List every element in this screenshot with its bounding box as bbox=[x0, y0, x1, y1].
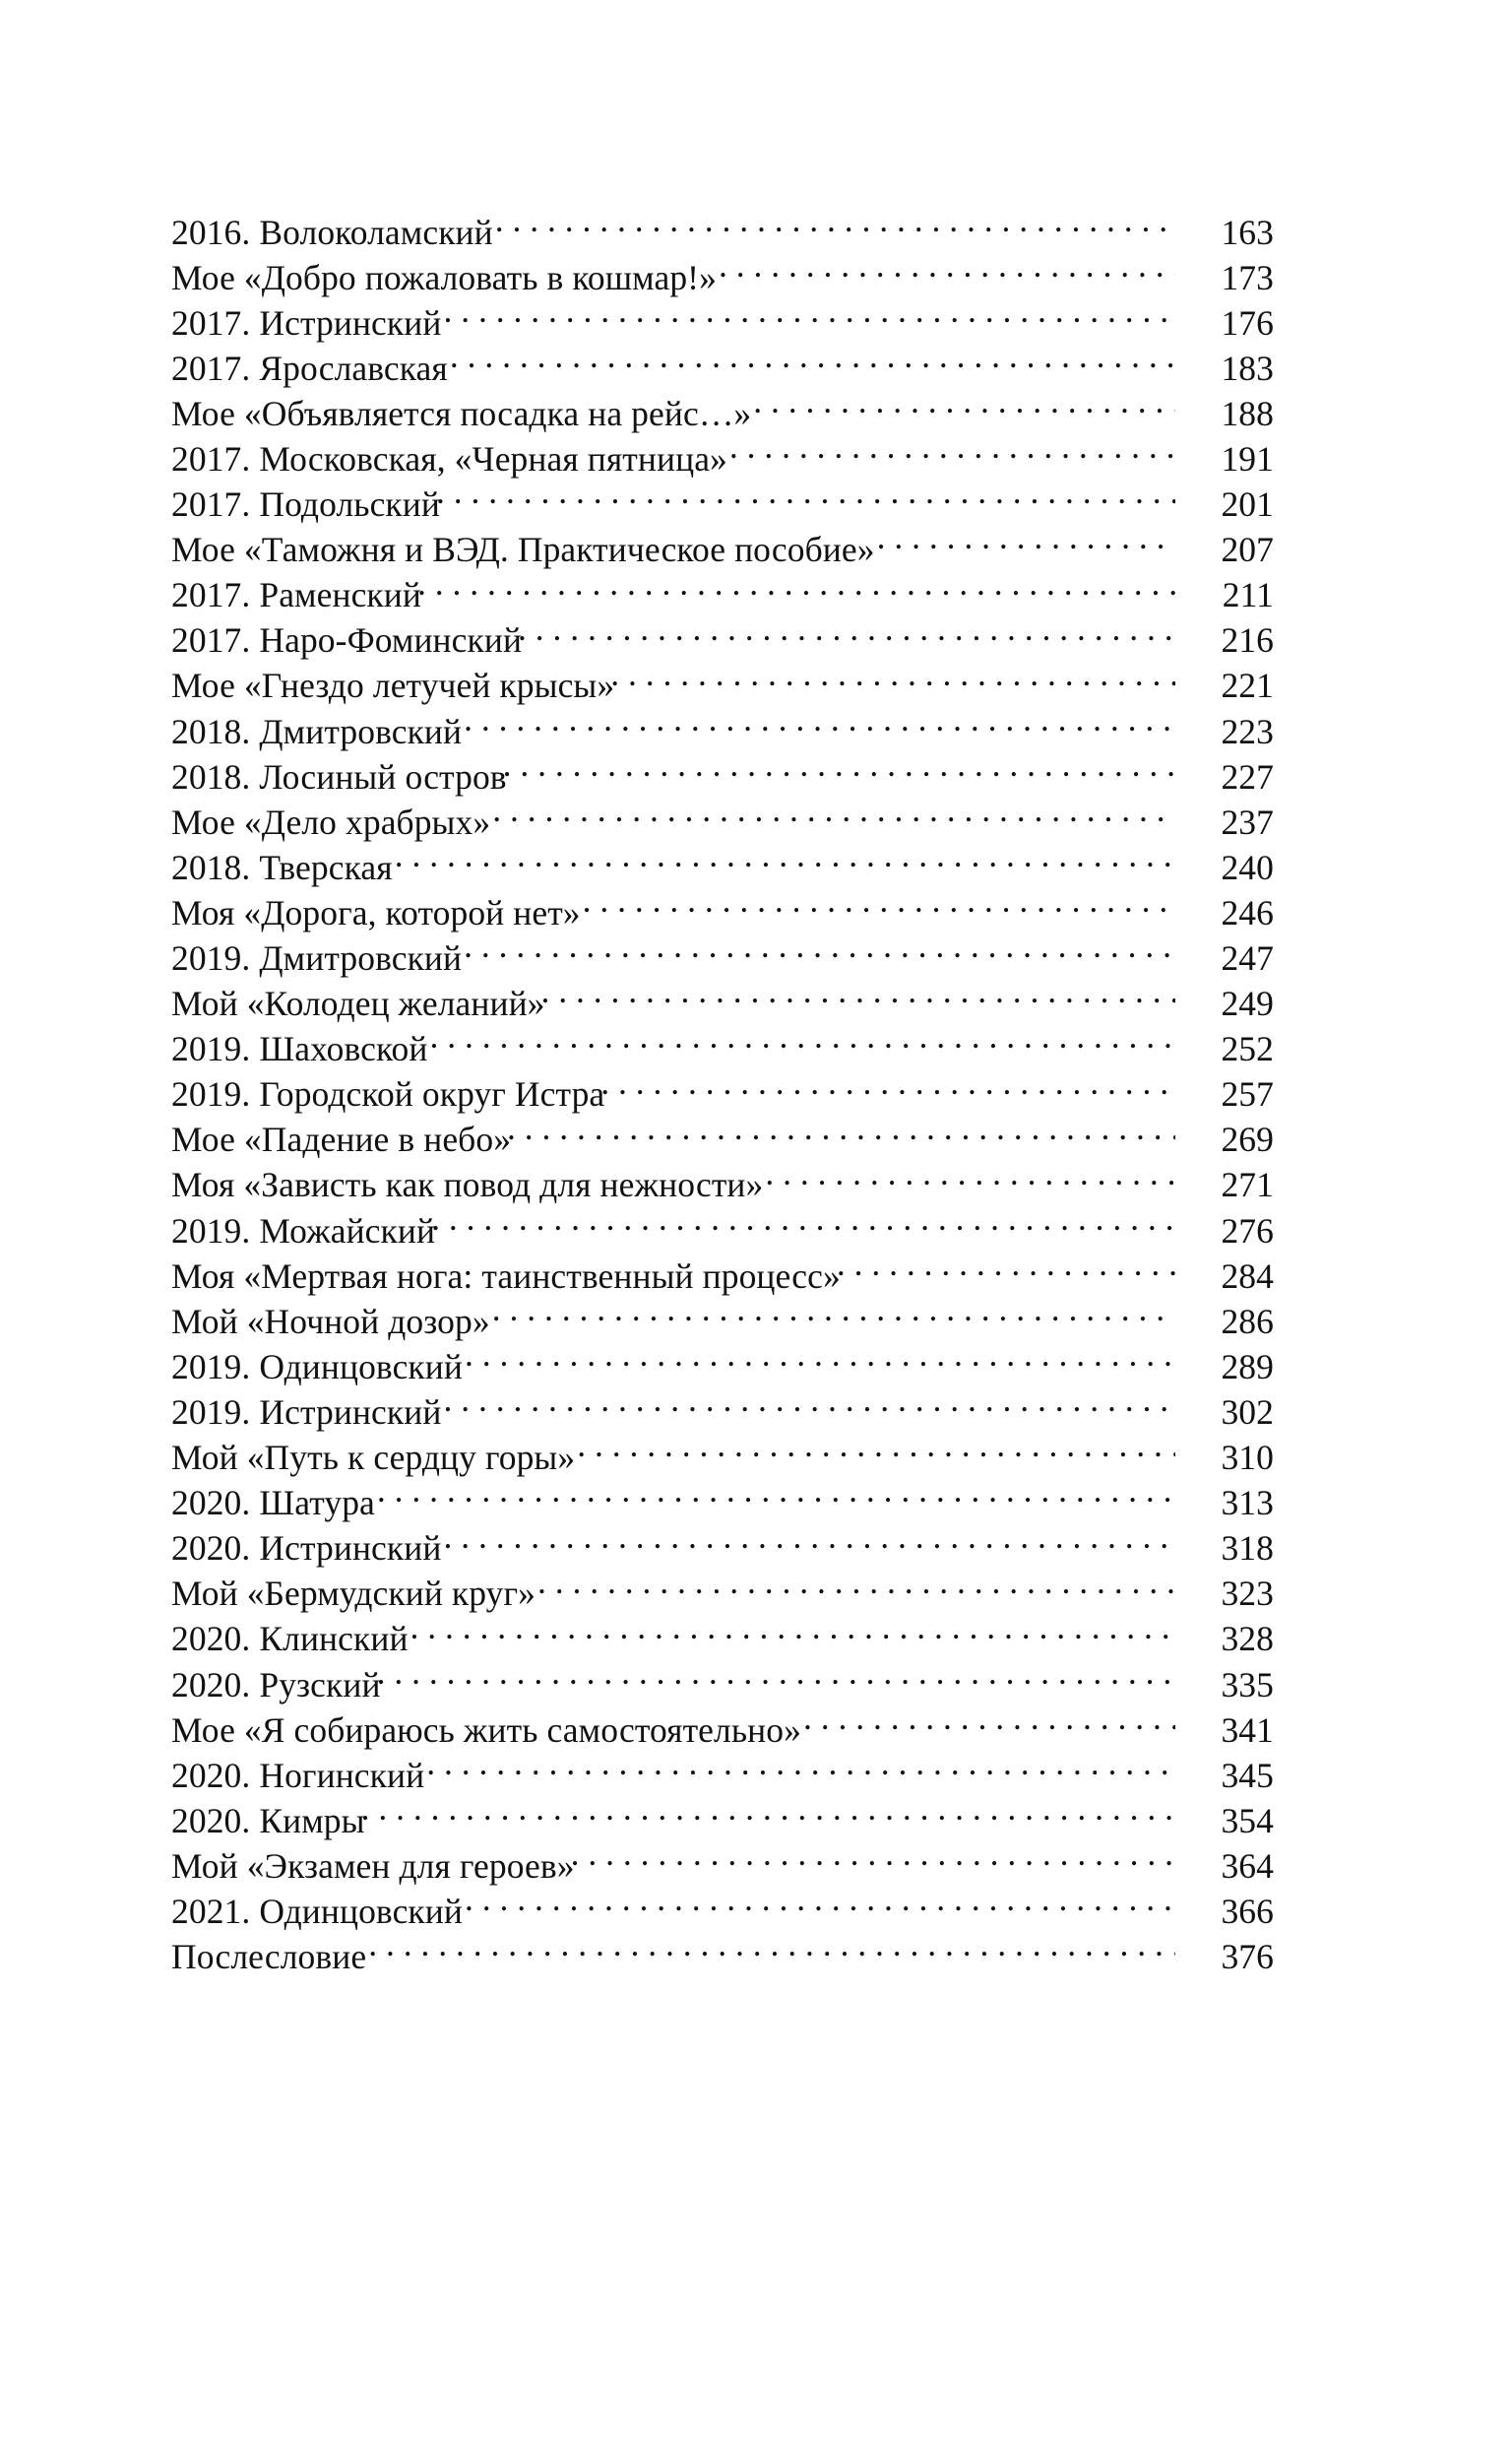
toc-entry-page-number: 176 bbox=[1221, 302, 1274, 343]
toc-entry[interactable] bbox=[171, 482, 1274, 527]
toc-entry-page-number: 286 bbox=[1221, 1301, 1274, 1341]
toc-entry-page-number: 354 bbox=[1221, 1800, 1274, 1840]
toc-entry-title: 2020. Клинский bbox=[171, 1619, 409, 1659]
toc-entry[interactable] bbox=[171, 572, 1274, 617]
toc-entry-title: Моя «Мертвая нога: таинственный процесс» bbox=[171, 1255, 841, 1296]
toc-entry[interactable] bbox=[171, 209, 1274, 254]
toc-entry[interactable] bbox=[171, 1525, 1274, 1571]
toc-entry-title: 2020. Истринский bbox=[171, 1528, 442, 1569]
toc-entry[interactable] bbox=[171, 1934, 1274, 1979]
toc-entry-title: 2017. Подольский bbox=[171, 484, 440, 525]
toc-entry-page-number: 183 bbox=[1221, 348, 1274, 388]
toc-entry-title: 2019. Можайский bbox=[171, 1210, 436, 1251]
toc-entry[interactable] bbox=[171, 345, 1274, 390]
toc-dot-leader bbox=[417, 572, 1175, 608]
toc-entry-page-number: 364 bbox=[1221, 1845, 1274, 1886]
toc-dot-leader bbox=[443, 299, 1175, 335]
toc-entry-page-number: 271 bbox=[1221, 1165, 1274, 1205]
toc-dot-leader bbox=[492, 1298, 1175, 1333]
toc-entry[interactable] bbox=[171, 799, 1274, 844]
toc-entry-title: Мой «Ночной дозор» bbox=[171, 1301, 490, 1341]
toc-dot-leader bbox=[583, 889, 1175, 925]
toc-entry-page-number: 341 bbox=[1221, 1709, 1274, 1750]
toc-entry[interactable] bbox=[171, 1298, 1274, 1343]
toc-entry[interactable] bbox=[171, 1797, 1274, 1842]
toc-entry[interactable] bbox=[171, 1071, 1274, 1117]
toc-entry[interactable] bbox=[171, 617, 1274, 663]
toc-dot-leader bbox=[537, 1571, 1175, 1606]
toc-entry[interactable] bbox=[171, 254, 1274, 299]
toc-dot-leader bbox=[429, 1026, 1175, 1061]
toc-entry-title: 2019. Дмитровский bbox=[171, 938, 463, 978]
toc-dot-leader bbox=[443, 1525, 1175, 1561]
toc-dot-leader bbox=[877, 527, 1175, 562]
toc-dot-leader bbox=[541, 981, 1175, 1016]
toc-entry-title: Мое «Таможня и ВЭД. Практическое пособие» bbox=[171, 530, 875, 570]
toc-entry[interactable] bbox=[171, 981, 1274, 1026]
toc-entry[interactable] bbox=[171, 390, 1274, 435]
toc-entry-page-number: 216 bbox=[1221, 620, 1274, 661]
toc-entry-title: 2018. Тверская bbox=[171, 847, 393, 887]
toc-entry-title: 2020. Рузский bbox=[171, 1664, 381, 1704]
toc-entry-title: Моя «Дорога, которой нет» bbox=[171, 892, 581, 932]
toc-dot-leader bbox=[465, 1888, 1175, 1923]
toc-entry[interactable] bbox=[171, 435, 1274, 481]
toc-entry[interactable] bbox=[171, 1117, 1274, 1162]
toc-entry[interactable] bbox=[171, 935, 1274, 981]
toc-entry-page-number: 318 bbox=[1221, 1528, 1274, 1569]
toc-entry-page-number: 221 bbox=[1221, 666, 1274, 706]
toc-entry-page-number: 237 bbox=[1221, 802, 1274, 842]
toc-entry-page-number: 310 bbox=[1221, 1438, 1274, 1478]
toc-entry[interactable] bbox=[171, 1026, 1274, 1071]
toc-entry-page-number: 323 bbox=[1221, 1574, 1274, 1614]
toc-entry-page-number: 201 bbox=[1221, 484, 1274, 525]
toc-dot-leader bbox=[837, 1253, 1175, 1288]
toc-entry[interactable] bbox=[171, 1388, 1274, 1434]
toc-entry-page-number: 269 bbox=[1221, 1120, 1274, 1160]
toc-entry[interactable] bbox=[171, 1842, 1274, 1888]
toc-entry-page-number: 247 bbox=[1221, 938, 1274, 978]
toc-entry-title: Мое «Объявляется посадка на рейс…» bbox=[171, 393, 752, 433]
toc-dot-leader bbox=[443, 1388, 1175, 1424]
toc-entry-page-number: 289 bbox=[1221, 1346, 1274, 1386]
toc-dot-leader bbox=[803, 1706, 1175, 1742]
toc-entry-page-number: 376 bbox=[1221, 1937, 1274, 1977]
toc-entry-page-number: 188 bbox=[1221, 393, 1274, 433]
toc-entry[interactable] bbox=[171, 889, 1274, 934]
toc-dot-leader bbox=[377, 1480, 1175, 1515]
toc-entry-title: Мое «Дело храбрых» bbox=[171, 802, 491, 842]
toc-entry-title: 2018. Лосиный остров bbox=[171, 756, 507, 797]
toc-entry[interactable] bbox=[171, 1752, 1274, 1797]
toc-entry-page-number: 249 bbox=[1221, 984, 1274, 1024]
toc-dot-leader bbox=[518, 617, 1175, 653]
toc-entry[interactable] bbox=[171, 299, 1274, 345]
toc-dot-leader bbox=[507, 1117, 1175, 1152]
toc-entry-page-number: 284 bbox=[1221, 1255, 1274, 1296]
toc-dot-leader bbox=[765, 1162, 1175, 1197]
toc-entry-title: 2017. Наро-Фоминский bbox=[171, 620, 523, 661]
toc-entry[interactable] bbox=[171, 1888, 1274, 1933]
toc-entry[interactable] bbox=[171, 1207, 1274, 1253]
toc-dot-leader bbox=[426, 1752, 1175, 1787]
toc-entry-page-number: 227 bbox=[1221, 756, 1274, 797]
toc-entry-page-number: 302 bbox=[1221, 1391, 1274, 1432]
toc-dot-leader bbox=[577, 1435, 1175, 1470]
toc-entry-title: 2019. Шаховской bbox=[171, 1029, 428, 1069]
toc-dot-leader bbox=[361, 1797, 1175, 1832]
toc-entry-page-number: 366 bbox=[1221, 1891, 1274, 1931]
toc-entry-title: Мое «Гнездо летучей крысы» bbox=[171, 666, 615, 706]
toc-entry[interactable] bbox=[171, 1480, 1274, 1525]
toc-entry-title: 2019. Истринский bbox=[171, 1391, 442, 1432]
toc-entry[interactable] bbox=[171, 1616, 1274, 1661]
toc-entry[interactable] bbox=[171, 1706, 1274, 1752]
toc-entry-title: 2018. Дмитровский bbox=[171, 711, 463, 751]
toc-entry-page-number: 313 bbox=[1221, 1483, 1274, 1523]
toc-entry[interactable] bbox=[171, 1253, 1274, 1298]
toc-entry-page-number: 207 bbox=[1221, 530, 1274, 570]
toc-entry[interactable] bbox=[171, 1571, 1274, 1616]
toc-dot-leader bbox=[464, 708, 1175, 743]
toc-entry[interactable] bbox=[171, 1435, 1274, 1480]
toc-dot-leader bbox=[464, 935, 1175, 971]
toc-entry-title: 2020. Кимры bbox=[171, 1800, 365, 1840]
toc-entry[interactable] bbox=[171, 844, 1274, 889]
toc-entry-title: Мой «Колодец желаний» bbox=[171, 984, 545, 1024]
toc-dot-leader bbox=[368, 1934, 1175, 1969]
toc-entry-page-number: 345 bbox=[1221, 1755, 1274, 1795]
toc-entry-page-number: 257 bbox=[1221, 1074, 1274, 1115]
toc-entry-title: Мое «Падение в небо» bbox=[171, 1120, 512, 1160]
toc-entry-title: Мой «Экзамен для героев» bbox=[171, 1845, 575, 1886]
table-of-contents bbox=[171, 209, 1274, 1979]
toc-dot-leader bbox=[377, 1661, 1175, 1697]
toc-entry-page-number: 223 bbox=[1221, 711, 1274, 751]
toc-entry-title: Мое «Добро пожаловать в кошмар!» bbox=[171, 257, 717, 297]
toc-entry-title: Моя «Зависть как повод для нежности» bbox=[171, 1165, 764, 1205]
toc-dot-leader bbox=[610, 663, 1175, 698]
toc-dot-leader bbox=[436, 482, 1175, 517]
toc-entry-title: 2021. Одинцовский bbox=[171, 1891, 463, 1931]
toc-entry-title: 2016. Волоколамский bbox=[171, 212, 493, 252]
toc-entry-page-number: 246 bbox=[1221, 892, 1274, 932]
toc-entry-title: 2017. Ярославская bbox=[171, 348, 448, 388]
toc-dot-leader bbox=[571, 1842, 1175, 1878]
toc-dot-leader bbox=[503, 753, 1175, 789]
toc-entry[interactable] bbox=[171, 1162, 1274, 1207]
toc-entry-page-number: 328 bbox=[1221, 1619, 1274, 1659]
toc-entry-title: Мое «Я собираюсь жить самостоятельно» bbox=[171, 1709, 801, 1750]
toc-dot-leader bbox=[450, 345, 1175, 380]
toc-dot-leader bbox=[600, 1071, 1175, 1107]
toc-entry-title: Послесловие bbox=[171, 1937, 367, 1977]
toc-entry-page-number: 211 bbox=[1222, 575, 1274, 615]
toc-entry-page-number: 240 bbox=[1221, 847, 1274, 887]
toc-entry-title: 2019. Одинцовский bbox=[171, 1346, 463, 1386]
toc-entry-title: 2020. Шатура bbox=[171, 1483, 375, 1523]
toc-entry-page-number: 191 bbox=[1221, 438, 1274, 479]
toc-dot-leader bbox=[719, 254, 1175, 289]
toc-entry-title: 2019. Городской округ Истра bbox=[171, 1074, 605, 1115]
toc-entry-title: 2020. Ногинский bbox=[171, 1755, 425, 1795]
toc-entry-page-number: 335 bbox=[1221, 1664, 1274, 1704]
toc-entry[interactable] bbox=[171, 663, 1274, 708]
toc-dot-leader bbox=[410, 1616, 1175, 1651]
toc-entry[interactable] bbox=[171, 1343, 1274, 1388]
toc-entry-title: Мой «Путь к сердцу горы» bbox=[171, 1438, 576, 1478]
toc-dot-leader bbox=[492, 799, 1175, 834]
toc-entry-page-number: 252 bbox=[1221, 1029, 1274, 1069]
toc-dot-leader bbox=[431, 1207, 1175, 1243]
toc-dot-leader bbox=[395, 844, 1175, 879]
toc-entry[interactable] bbox=[171, 708, 1274, 753]
toc-entry-page-number: 163 bbox=[1221, 212, 1274, 252]
toc-entry[interactable] bbox=[171, 1661, 1274, 1706]
toc-entry-page-number: 276 bbox=[1221, 1210, 1274, 1251]
toc-entry-title: 2017. Истринский bbox=[171, 302, 442, 343]
toc-dot-leader bbox=[729, 435, 1175, 471]
toc-dot-leader bbox=[495, 209, 1175, 244]
toc-dot-leader bbox=[465, 1343, 1175, 1379]
toc-dot-leader bbox=[753, 390, 1175, 425]
toc-entry-page-number: 173 bbox=[1221, 257, 1274, 297]
toc-entry[interactable] bbox=[171, 527, 1274, 572]
toc-entry-title: 2017. Раменский bbox=[171, 575, 421, 615]
toc-entry-title: Мой «Бермудский круг» bbox=[171, 1574, 536, 1614]
toc-entry-title: 2017. Московская, «Черная пятница» bbox=[171, 438, 727, 479]
toc-entry[interactable] bbox=[171, 753, 1274, 799]
